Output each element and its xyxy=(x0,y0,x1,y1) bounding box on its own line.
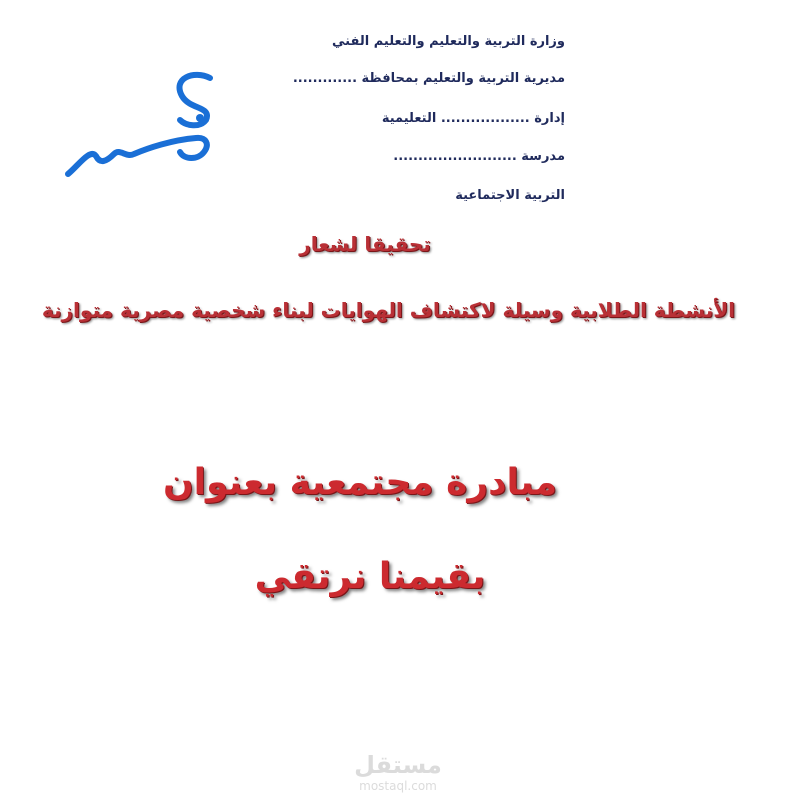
svg-text:مستقل: مستقل xyxy=(354,751,442,779)
slogan-text: الأنشطة الطلابية وسيلة لاكتشاف الهوايات لبناء شخصية مصرية متوازنة xyxy=(41,298,735,322)
school-line: مدرسة ......................... xyxy=(393,149,565,164)
department-line: التربية الاجتماعية xyxy=(455,188,565,203)
directorate-line: مديرية التربية والتعليم بمحافظة ............. xyxy=(292,71,565,86)
mostaql-watermark-logo xyxy=(338,745,458,795)
ministry-line: وزارة التربية والتعليم والتعليم الفني xyxy=(332,34,565,49)
slogan-label: تحقيقا لشعار xyxy=(299,232,431,256)
initiative-title: مبادرة مجتمعية بعنوان xyxy=(162,462,558,503)
initiative-name: بقيمنا نرتقي xyxy=(254,556,486,597)
svg-text:mostaql.com: mostaql.com xyxy=(359,779,437,793)
handwritten-signature xyxy=(60,70,220,185)
administration-line: إدارة .................. التعليمية xyxy=(381,111,565,126)
